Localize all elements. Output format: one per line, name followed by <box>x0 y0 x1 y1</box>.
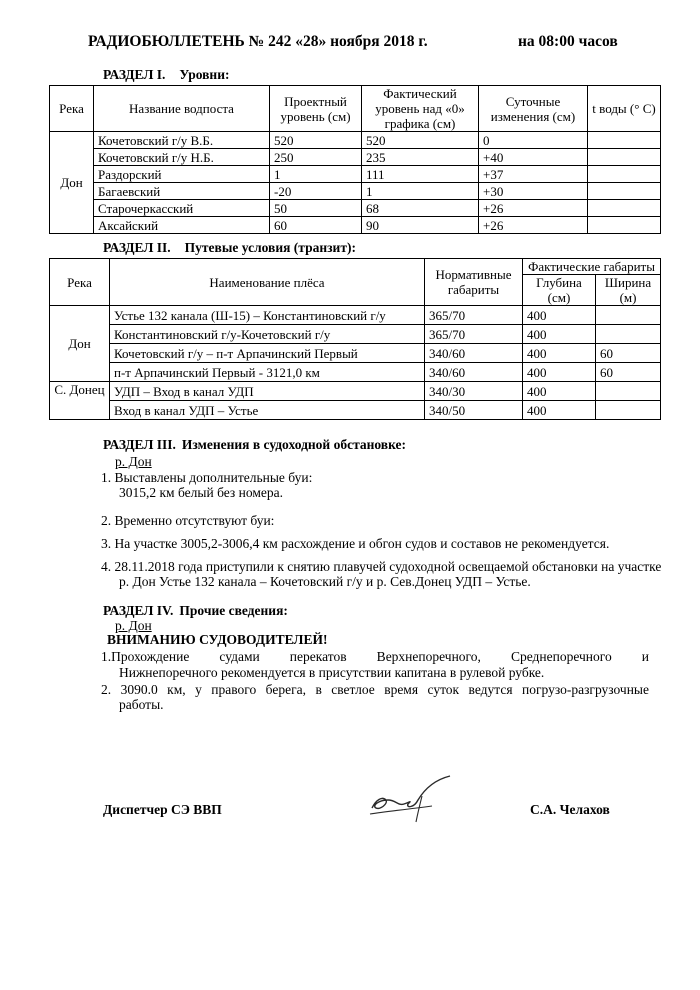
width-cell <box>596 325 661 344</box>
width-cell: 60 <box>596 363 661 382</box>
section1-heading <box>103 67 230 83</box>
design-cell: 50 <box>270 200 362 217</box>
col-norm-dimensions: Нормативные габариты <box>425 259 523 306</box>
table-row <box>50 149 661 166</box>
norm-cell: 340/60 <box>425 363 523 382</box>
depth-cell: 400 <box>523 344 596 363</box>
table-row <box>50 217 661 234</box>
section4-item2: 2. 3090.0 км, у правого берега, в светлое время суток ведутся погрузо-разгрузочные <box>101 682 649 697</box>
section3-item4: 4. 28.11.2018 года приступили к снятию плавучей судоходной освещаемой обстановки на участке <box>101 559 662 574</box>
station-cell: Аксайский <box>94 217 270 234</box>
stretch-cell: Устье 132 канала (Ш-15) – Константиновский г/у <box>110 306 425 325</box>
transit-table <box>49 258 661 420</box>
col-daily-change: Суточные изменения (см) <box>479 86 588 132</box>
section4-item1: 1.Прохождение судами перекатов Верхнепоречного, Среднепоречного и <box>101 649 649 664</box>
design-cell: 520 <box>270 132 362 149</box>
section1-label: РАЗДЕЛ I. <box>103 67 166 82</box>
actual-cell: 1 <box>362 183 479 200</box>
depth-cell: 400 <box>523 306 596 325</box>
norm-cell: 365/70 <box>425 325 523 344</box>
section3-title: Изменения в судоходной обстановке: <box>181 437 407 452</box>
section3-item3: 3. На участке 3005,2-3006,4 км расхождение и обгон судов и составов не рекомендуется. <box>101 536 610 551</box>
design-cell: 60 <box>270 217 362 234</box>
river-cell: Дон <box>50 132 94 234</box>
design-cell: 1 <box>270 166 362 183</box>
bulletin-header <box>88 33 618 51</box>
actual-cell: 235 <box>362 149 479 166</box>
handwritten-signature <box>362 770 462 830</box>
section4-item2-detail: работы. <box>119 697 164 712</box>
depth-cell: 400 <box>523 382 596 401</box>
table-row <box>50 325 661 344</box>
river-cell: С. Донец <box>50 382 110 420</box>
transit-header-row <box>50 259 661 275</box>
temp-cell <box>588 200 661 217</box>
depth-cell: 400 <box>523 325 596 344</box>
levels-header-row <box>50 86 661 132</box>
stretch-cell: Кочетовский г/у – п-т Арпачинский Первый <box>110 344 425 363</box>
width-cell: 60 <box>596 344 661 363</box>
actual-cell: 111 <box>362 166 479 183</box>
norm-cell: 340/60 <box>425 344 523 363</box>
station-cell: Кочетовский г/у Н.Б. <box>94 149 270 166</box>
bulletin-time: на 08:00 часов <box>518 33 618 50</box>
section3-item2: 2. Временно отсутствуют буи: <box>101 513 275 528</box>
section2-label: РАЗДЕЛ II. <box>103 240 171 255</box>
temp-cell <box>588 132 661 149</box>
attention-heading: ВНИМАНИЮ СУДОВОДИТЕЛЕЙ! <box>107 632 328 647</box>
col-design-level: Проектный уровень (см) <box>270 86 362 132</box>
section1-title: Уровни: <box>179 67 230 82</box>
change-cell: +30 <box>479 183 588 200</box>
table-row <box>50 363 661 382</box>
section3-item4-detail: р. Дон Устье 132 канала – Кочетовский г/у и р. Сев.Донец УДП – Устье. <box>119 574 531 589</box>
stretch-cell: Константиновский г/у-Кочетовский г/у <box>110 325 425 344</box>
design-cell: 250 <box>270 149 362 166</box>
station-cell: Раздорский <box>94 166 270 183</box>
section3-river: р. Дон <box>115 454 152 469</box>
depth-cell: 400 <box>523 401 596 420</box>
col-station: Название водпоста <box>94 86 270 132</box>
change-cell: 0 <box>479 132 588 149</box>
section4-heading <box>103 603 288 619</box>
width-cell <box>596 306 661 325</box>
table-row <box>50 183 661 200</box>
norm-cell: 340/30 <box>425 382 523 401</box>
change-cell: +26 <box>479 217 588 234</box>
section3-item1-detail: 3015,2 км белый без номера. <box>119 485 283 500</box>
table-row <box>50 382 661 401</box>
depth-cell: 400 <box>523 363 596 382</box>
actual-cell: 68 <box>362 200 479 217</box>
col-stretch: Наименование плёса <box>110 259 425 306</box>
width-cell <box>596 382 661 401</box>
temp-cell <box>588 166 661 183</box>
section3-label: РАЗДЕЛ III. <box>103 437 176 452</box>
change-cell: +26 <box>479 200 588 217</box>
temp-cell <box>588 183 661 200</box>
col-actual-dimensions: Фактические габариты <box>523 259 661 275</box>
section4-label: РАЗДЕЛ IV. <box>103 603 174 618</box>
section4-title: Прочие сведения: <box>179 603 288 618</box>
bulletin-title: РАДИОБЮЛЛЕТЕНЬ № 242 «28» ноября 2018 г. <box>88 33 428 50</box>
col-actual-level: Фактический уровень над «0» графика (см) <box>362 86 479 132</box>
section4-item1-detail: Нижнепоречного рекомендуется в присутствии капитана в рулевой рубке. <box>119 665 545 680</box>
norm-cell: 340/50 <box>425 401 523 420</box>
stretch-cell: УДП – Вход в канал УДП <box>110 382 425 401</box>
table-row <box>50 344 661 363</box>
temp-cell <box>588 149 661 166</box>
station-cell: Старочеркасский <box>94 200 270 217</box>
section3-item1: 1. Выставлены дополнительные буи: <box>101 470 313 485</box>
col-river: Река <box>50 259 110 306</box>
station-cell: Кочетовский г/у В.Б. <box>94 132 270 149</box>
actual-cell: 90 <box>362 217 479 234</box>
river-cell: Дон <box>50 306 110 382</box>
col-river: Река <box>50 86 94 132</box>
levels-table <box>49 85 661 234</box>
station-cell: Багаевский <box>94 183 270 200</box>
design-cell: -20 <box>270 183 362 200</box>
table-row <box>50 200 661 217</box>
dispatcher-role: Диспетчер СЭ ВВП <box>103 802 222 817</box>
change-cell: +37 <box>479 166 588 183</box>
col-water-temp: t воды (° С) <box>588 86 661 132</box>
col-width: Ширина (м) <box>596 275 661 306</box>
stretch-cell: Вход в канал УДП – Устье <box>110 401 425 420</box>
actual-cell: 520 <box>362 132 479 149</box>
table-row <box>50 401 661 420</box>
section4-river: р. Дон <box>115 618 152 633</box>
table-row <box>50 166 661 183</box>
width-cell <box>596 401 661 420</box>
norm-cell: 365/70 <box>425 306 523 325</box>
table-row <box>50 306 661 325</box>
change-cell: +40 <box>479 149 588 166</box>
stretch-cell: п-т Арпачинский Первый - 3121,0 км <box>110 363 425 382</box>
temp-cell <box>588 217 661 234</box>
dispatcher-name: С.А. Челахов <box>530 802 610 817</box>
section2-heading <box>103 240 356 256</box>
col-depth: Глубина (см) <box>523 275 596 306</box>
section2-title: Путевые условия (транзит): <box>184 240 356 255</box>
table-row <box>50 132 661 149</box>
section3-heading <box>103 437 406 453</box>
